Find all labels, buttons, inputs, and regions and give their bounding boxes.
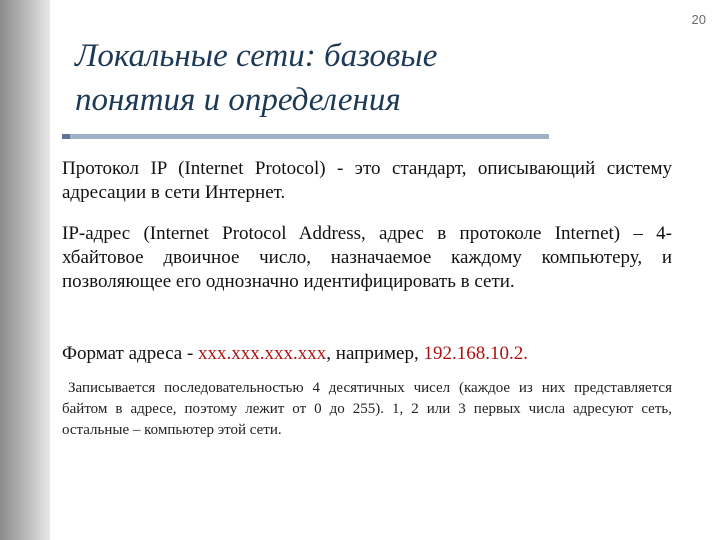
paragraph-ip-protocol: Протокол IP (Internet Protocol) - это стандарт, описывающий систему адресации в сети Интернет. [62, 158, 672, 203]
format-middle: , например, [326, 343, 424, 364]
paragraph-address-format [62, 342, 672, 366]
left-decorative-bar [0, 0, 50, 540]
format-example: 192.168.10.2. [423, 343, 528, 364]
paragraph-notation-note: Записывается последовательностью 4 десятичных чисел (каждое из них представляется байтом в адресе, поэтому лежит от 0 до 255). 1, 2 или 3 первых числа адресуют сеть, остальные – компьютер этой сети. [62, 380, 672, 438]
format-prefix: Формат адреса - [62, 343, 199, 364]
title-line-1: Локальные сети: базовые [75, 38, 438, 74]
title-line-2: понятия и определения [75, 82, 401, 118]
format-pattern: xxx.xxx.xxx.xxx [198, 343, 327, 364]
paragraph-ip-address: IP-адрес (Internet Protocol Address, адрес в протоколе Internet) – 4-хбайтовое двоичное число, назначаемое каждому компьютеру, и позволяющее его однозначно идентифицировать в сети. [62, 223, 672, 292]
title-underline [62, 134, 549, 139]
slide-number: 20 [691, 12, 706, 27]
title-underline-accent [62, 134, 70, 139]
slide-title [75, 34, 595, 122]
